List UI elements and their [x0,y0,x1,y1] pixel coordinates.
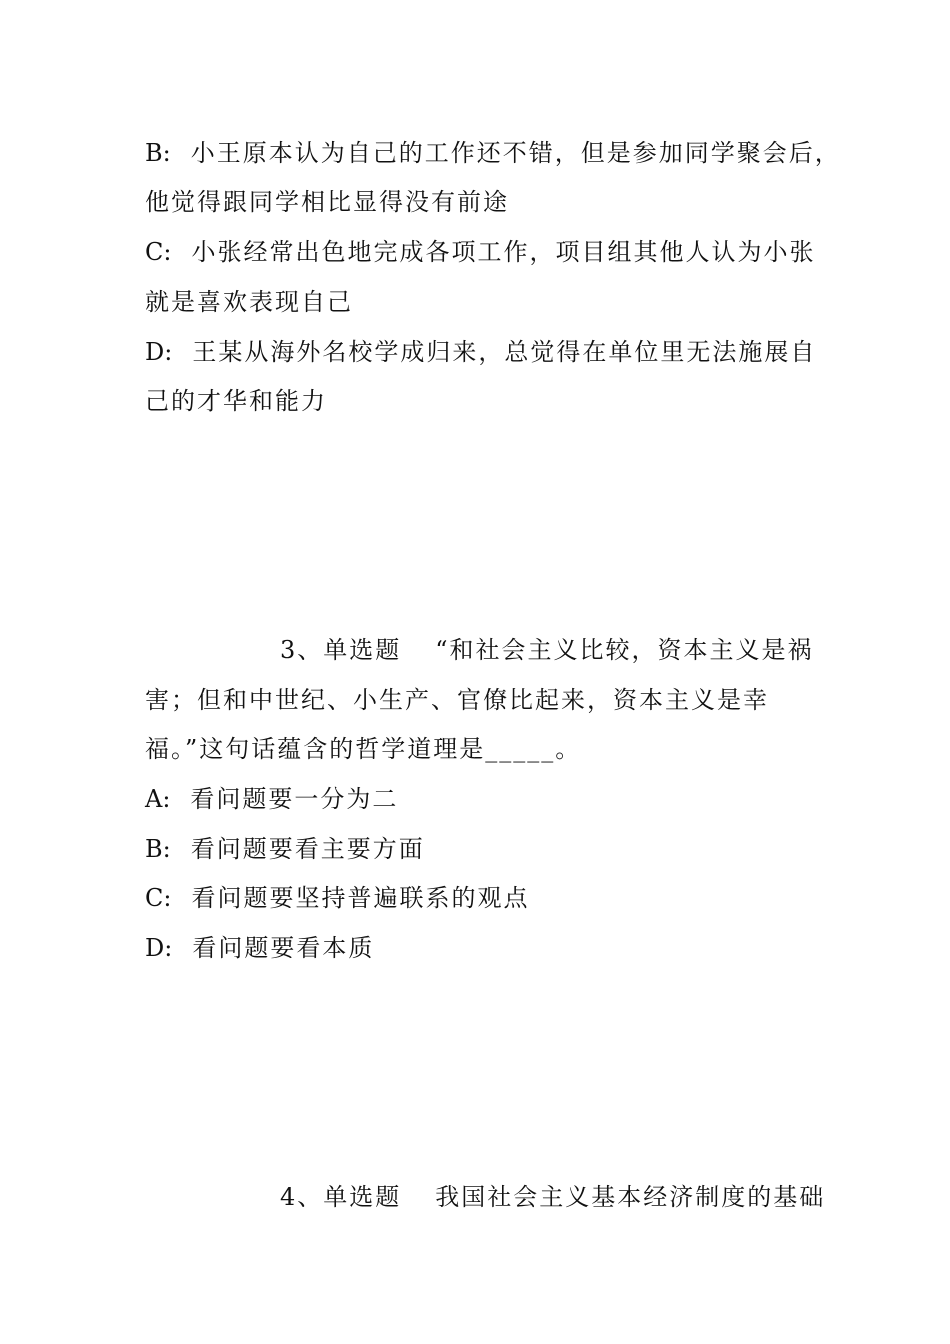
option-text: 小张经常出色地完成各项工作，项目组其他人认为小张 [191,238,816,266]
option-text: 看问题要一分为二 [190,785,399,813]
q2-option-b-line1 [145,138,841,168]
option-text: 看问题要坚持普遍联系的观点 [191,884,530,912]
q2-option-c-line2: 就是喜欢表现自己 [145,288,353,316]
option-text: 看问题要看主要方面 [190,835,425,863]
q3-stem-line1 [280,635,814,665]
option-text: 看问题要看本质 [192,934,375,962]
option-key: D: [145,338,173,366]
q3-stem-line3: 福。”这句话蕴含的哲学道理是_____。 [145,735,582,763]
q2-option-d-line1 [145,337,816,367]
q2-option-b-line2: 他觉得跟同学相比显得没有前途 [145,188,509,216]
option-key: C: [145,238,172,266]
q3-option-d [145,933,374,963]
option-text: 小王原本认为自己的工作还不错，但是参加同学聚会后， [190,139,841,167]
q3-stem-text: “和社会主义比较，资本主义是祸 [435,636,814,664]
q3-option-c [145,883,529,913]
option-text: 王某从海外名校学成归来，总觉得在单位里无法施展自 [192,338,817,366]
q3-option-a [145,784,398,814]
q2-option-d-line2: 己的才华和能力 [145,387,327,415]
option-key: A: [145,785,171,813]
q3-stem-line2: 害；但和中世纪、小生产、官僚比起来，资本主义是幸 [145,686,769,714]
q4-stem-line1 [280,1182,825,1212]
option-key: D: [145,934,173,962]
q4-number: 4、单选题 [280,1183,402,1211]
option-key: B: [145,139,171,167]
option-key: C: [145,884,172,912]
q4-stem-text: 我国社会主义基本经济制度的基础 [435,1183,826,1211]
q3-number: 3、单选题 [280,636,402,664]
q2-option-c-line1 [145,237,815,267]
option-key: B: [145,835,171,863]
q3-option-b [145,834,425,864]
